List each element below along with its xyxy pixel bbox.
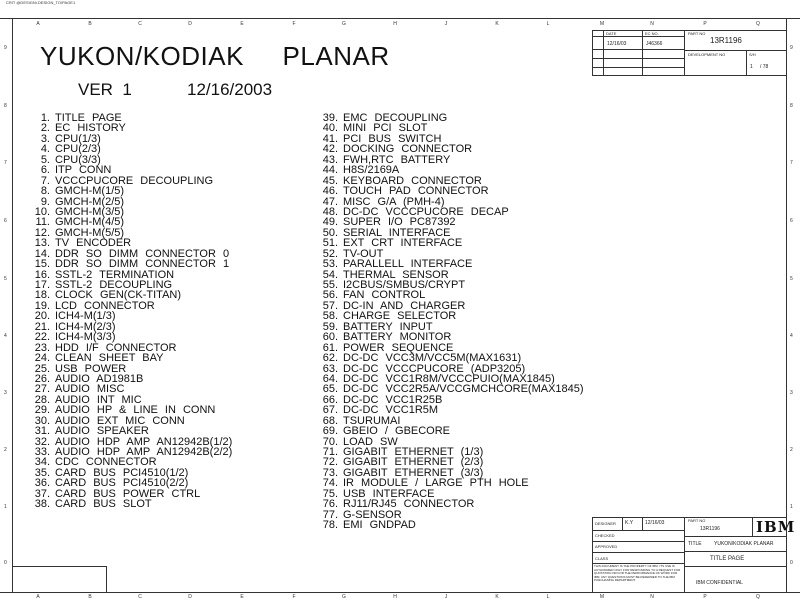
- ibm-logo: IBM: [756, 518, 796, 536]
- drawing-title: YUKON/KODIAK PLANAR: [40, 41, 390, 71]
- designer-initials: K.Y: [625, 520, 634, 526]
- toc-entry-number: 69.: [322, 425, 338, 438]
- toc-entry-title: AUDIO INT MIC: [55, 393, 142, 406]
- toc-entry: [22, 311, 232, 321]
- column-marker: L: [546, 594, 550, 600]
- ec-number: J46366: [646, 41, 663, 47]
- column-marker: P: [703, 594, 707, 600]
- column-marker: M: [599, 594, 605, 600]
- toc-entry-number: 66.: [322, 393, 338, 406]
- toc-entry-number: 45.: [322, 174, 338, 187]
- ownership-notice: THIS DOCUMENT IS THE PROPERTY OF IBM. ITS USE IS AUTHORIZED ONLY FOR RESPONDING TO A REQUEST FOR QUOTATION OR FOR THE PERFORMANCE OF WORK FOR IBM. ANY QUESTIONS MUST BE REFERRED TO THE IBM PURCHASING DEPARTMENT.: [594, 564, 681, 583]
- toc-entry-title: POWER SEQUENCE: [343, 341, 454, 354]
- column-marker: P: [703, 21, 707, 27]
- toc-entry-number: 4.: [40, 143, 50, 156]
- row-marker: 9: [790, 45, 793, 51]
- row-marker: 7: [790, 160, 793, 166]
- toc-entry-title: AUDIO SPEAKER: [55, 425, 149, 438]
- toc-entry-title: CARD BUS POWER CTRL: [55, 487, 201, 500]
- toc-entry-number: 72.: [322, 456, 338, 469]
- toc-entry-number: 15.: [34, 258, 50, 271]
- toc-entry-title: EMC DECOUPLING: [343, 112, 448, 124]
- toc-entry-number: 68.: [322, 414, 338, 427]
- toc-entry-number: 18.: [34, 289, 50, 302]
- toc-entry-number: 33.: [34, 446, 50, 458]
- title-block-title: YUKON/KODIAK PLANAR: [714, 541, 774, 547]
- revision-date: 12/16/03: [607, 41, 627, 47]
- toc-entry-title: LOAD SW: [343, 435, 398, 448]
- toc-entry-title: CHARGE SELECTOR: [343, 310, 457, 323]
- toc-entry-title: EC HISTORY: [55, 122, 126, 135]
- toc-entry-number: 61.: [322, 341, 338, 354]
- column-marker: G: [342, 594, 346, 600]
- toc-entry-number: 22.: [34, 331, 50, 344]
- toc-entry-title: DDR SO DIMM CONNECTOR 0: [55, 247, 230, 260]
- row-marker: 1: [790, 504, 793, 510]
- column-marker: E: [240, 594, 244, 600]
- toc-entry-title: CDC CONNECTOR: [55, 456, 157, 469]
- toc-entry-number: 64.: [322, 372, 338, 385]
- toc-left: [22, 113, 232, 510]
- toc-entry-title: GIGABIT ETHERNET (2/3): [343, 456, 484, 469]
- toc-entry-title: ICH4-M(2/3): [55, 320, 116, 333]
- toc-entry-title: HDD I/F CONNECTOR: [55, 341, 177, 354]
- toc-entry-number: 34.: [34, 456, 50, 469]
- toc-entry-title: KEYBOARD CONNECTOR: [343, 174, 482, 187]
- column-marker: M: [599, 21, 605, 27]
- toc-entry-number: 13.: [34, 237, 50, 250]
- toc-entry-title: IR MODULE / LARGE PTH HOLE: [343, 477, 529, 490]
- toc-entry: [22, 499, 232, 509]
- toc-entry-title: G-SENSOR: [343, 508, 402, 521]
- toc-entry-title: SSTL-2 DECOUPLING: [55, 279, 173, 291]
- toc-entry-number: 20.: [34, 310, 50, 323]
- column-marker: D: [188, 594, 192, 600]
- column-marker: C: [138, 21, 142, 27]
- toc-entry: [22, 197, 232, 207]
- toc-entry-number: 73.: [322, 466, 338, 479]
- row-marker: 8: [4, 103, 7, 109]
- toc-entry-title: TV ENCODER: [55, 237, 132, 250]
- header-strip: CRIT @DESIGN\.DESIGN_TO\PAGE1: [6, 0, 76, 5]
- row-marker: 2: [790, 447, 793, 453]
- toc-entry-number: 7.: [40, 174, 50, 187]
- toc-entry-number: 3.: [40, 132, 50, 145]
- row-marker: 5: [4, 276, 7, 282]
- toc-entry-number: 39.: [322, 112, 338, 124]
- column-marker: G: [342, 21, 346, 27]
- toc-entry-number: 8.: [40, 185, 50, 198]
- toc-entry: [310, 520, 584, 530]
- toc-entry-title: DDR SO DIMM CONNECTOR 1: [55, 258, 230, 271]
- column-marker: Q: [756, 594, 760, 600]
- toc-entry-title: GMCH-M(1/5): [55, 185, 125, 198]
- toc-entry-number: 11.: [35, 216, 50, 229]
- toc-entry-title: AUDIO AD1981B: [55, 372, 144, 385]
- column-marker: A: [36, 594, 40, 600]
- toc-entry-number: 23.: [34, 341, 50, 354]
- row-marker: 9: [4, 45, 7, 51]
- toc-entry-title: EXT CRT INTERFACE: [343, 237, 463, 250]
- toc-entry-title: USB POWER: [55, 362, 127, 375]
- toc-entry-title: DC-DC VCC1R5M: [343, 404, 439, 417]
- row-marker: 2: [4, 447, 7, 453]
- toc-entry-number: 28.: [34, 393, 50, 406]
- toc-entry: [22, 353, 232, 363]
- toc-entry-number: 35.: [34, 466, 50, 479]
- column-marker: H: [393, 594, 397, 600]
- toc-entry-title: I2CBUS/SMBUS/CRYPT: [343, 279, 466, 291]
- column-marker: A: [36, 21, 40, 27]
- toc-entry-number: 57.: [322, 299, 338, 312]
- column-marker: L: [546, 21, 550, 27]
- toc-entry-number: 78.: [322, 519, 338, 532]
- toc-entry-title: CLOCK GEN(CK-TITAN): [55, 289, 182, 302]
- toc-entry-number: 38.: [34, 498, 50, 511]
- toc-entry-title: THERMAL SENSOR: [343, 268, 449, 281]
- toc-entry-number: 6.: [40, 164, 50, 177]
- toc-entry: [22, 186, 232, 196]
- row-marker: 1: [4, 504, 7, 510]
- column-marker: H: [393, 21, 397, 27]
- toc-entry-number: 77.: [322, 508, 338, 521]
- toc-entry-title: VCCCPUCORE DECOUPLING: [55, 174, 214, 187]
- row-marker: 4: [790, 333, 793, 339]
- toc-entry-title: DOCKING CONNECTOR: [343, 143, 473, 156]
- toc-entry-title: ICH4-M(3/3): [55, 331, 116, 344]
- toc-entry-number: 31.: [34, 425, 50, 438]
- toc-entry-number: 26.: [34, 372, 50, 385]
- row-marker: 6: [790, 218, 793, 224]
- toc-entry-title: ITP CONN: [55, 164, 112, 177]
- toc-entry-number: 30.: [34, 414, 50, 427]
- column-marker: J: [444, 594, 448, 600]
- toc-entry-title: DC-DC VCC2R5A/VCCGMCHCORE(MAX1845): [343, 383, 584, 396]
- toc-entry: [22, 374, 232, 384]
- toc-entry-number: 12.: [34, 226, 50, 239]
- toc-entry-title: CLEAN SHEET BAY: [55, 352, 164, 365]
- row-marker: 0: [790, 560, 793, 566]
- column-marker: E: [240, 21, 244, 27]
- row-marker: 4: [4, 333, 7, 339]
- toc-entry-number: 62.: [322, 352, 338, 365]
- column-marker: B: [88, 594, 92, 600]
- toc-entry-title: TOUCH PAD CONNECTOR: [343, 185, 489, 198]
- toc-entry-number: 43.: [322, 153, 338, 166]
- toc-entry-title: TSURUMAI: [343, 414, 401, 427]
- toc-entry: [22, 144, 232, 154]
- toc-entry-title: AUDIO MISC: [55, 383, 125, 396]
- toc-entry-number: 9.: [40, 195, 50, 208]
- toc-entry-title: RJ11/RJ45 CONNECTOR: [343, 498, 475, 511]
- toc-entry: [22, 123, 232, 133]
- column-marker: Q: [756, 21, 760, 27]
- toc-entry-title: AUDIO EXT MIC CONN: [55, 414, 185, 427]
- toc-entry: [22, 301, 232, 311]
- toc-entry-number: 75.: [322, 487, 338, 500]
- confidential-label: IBM CONFIDENTIAL: [696, 580, 743, 586]
- toc-entry-number: 48.: [322, 205, 338, 218]
- toc-entry-number: 50.: [322, 226, 338, 239]
- toc-entry-number: 44.: [322, 164, 338, 177]
- toc-entry-title: PCI BUS SWITCH: [343, 132, 442, 145]
- toc-entry-title: GMCH-M(3/5): [55, 205, 125, 218]
- toc-entry-number: 17.: [34, 279, 50, 291]
- row-marker: 0: [4, 560, 7, 566]
- row-marker: 7: [4, 160, 7, 166]
- toc-entry-title: CARD BUS SLOT: [55, 498, 152, 511]
- toc-entry-title: H8S/2169A: [343, 164, 400, 177]
- toc-entry-number: 2.: [40, 122, 50, 135]
- toc-entry-title: FWH,RTC BATTERY: [343, 153, 451, 166]
- toc-entry-number: 53.: [322, 258, 338, 271]
- toc-entry: [22, 207, 232, 217]
- column-marker: B: [88, 21, 92, 27]
- column-marker: K: [495, 594, 499, 600]
- toc-entry-number: 14.: [34, 247, 50, 260]
- row-marker: 3: [4, 390, 7, 396]
- toc-entry-title: GMCH-M(4/5): [55, 216, 125, 229]
- row-marker: 5: [790, 276, 793, 282]
- column-marker: F: [292, 594, 296, 600]
- toc-entry-title: EMI GNDPAD: [343, 519, 416, 532]
- column-marker: D: [188, 21, 192, 27]
- toc-entry-title: DC-DC VCC1R8M/VCCCPUIO(MAX1845): [343, 372, 555, 385]
- toc-entry-title: MISC G/A (PMH-4): [343, 195, 445, 208]
- toc-entry-title: CARD BUS PCI4510(2/2): [55, 477, 189, 490]
- version-label: VER 1: [78, 80, 132, 99]
- toc-entry-number: 56.: [322, 289, 338, 302]
- toc-entry-title: DC-DC VCCCPUCORE (ADP3205): [343, 362, 526, 375]
- toc-entry-number: 10.: [34, 205, 50, 218]
- toc-entry-number: 36.: [34, 477, 50, 490]
- toc-entry-title: DC-DC VCCCPUCORE DECAP: [343, 205, 509, 218]
- toc-entry-title: DC-IN AND CHARGER: [343, 299, 466, 312]
- toc-entry-title: GIGABIT ETHERNET (1/3): [343, 446, 484, 458]
- toc-entry-number: 63.: [322, 362, 338, 375]
- toc-entry-number: 32.: [34, 435, 50, 448]
- toc-entry: [22, 322, 232, 332]
- toc-entry-number: 29.: [34, 404, 50, 417]
- column-marker: C: [138, 594, 142, 600]
- toc-entry-number: 65.: [322, 383, 338, 396]
- column-marker: N: [650, 594, 654, 600]
- toc-entry-number: 55.: [322, 279, 338, 291]
- toc-entry-title: TV-OUT: [343, 247, 384, 260]
- column-marker: F: [292, 21, 296, 27]
- toc-entry-number: 71.: [322, 446, 338, 458]
- sheet-total: / 78: [760, 64, 769, 70]
- toc-entry-title: GIGABIT ETHERNET (3/3): [343, 466, 484, 479]
- toc-entry-title: DC-DC VCC1R25B: [343, 393, 443, 406]
- toc-entry: [22, 155, 232, 165]
- toc-right: [310, 113, 584, 531]
- toc-entry-title: SUPER I/O PC87392: [343, 216, 456, 229]
- designer-date: 12/16/03: [645, 520, 665, 526]
- toc-entry-number: 47.: [322, 195, 338, 208]
- toc-entry-number: 1.: [40, 112, 50, 124]
- toc-entry-number: 27.: [34, 383, 50, 396]
- toc-entry-number: 58.: [322, 310, 338, 323]
- toc-entry-number: 25.: [34, 362, 50, 375]
- row-marker: 6: [4, 218, 7, 224]
- toc-entry-number: 52.: [322, 247, 338, 260]
- toc-entry-number: 21.: [34, 320, 50, 333]
- column-marker: N: [650, 21, 654, 27]
- toc-entry-title: BATTERY INPUT: [343, 320, 433, 333]
- toc-entry-number: 49.: [322, 216, 338, 229]
- toc-entry-title: ICH4-M(1/3): [55, 310, 116, 323]
- toc-entry-title: TITLE PAGE: [55, 112, 122, 124]
- column-marker: K: [495, 21, 499, 27]
- toc-entry-title: MINI PCI SLOT: [343, 122, 428, 135]
- toc-entry-number: 37.: [34, 487, 50, 500]
- toc-entry-number: 60.: [322, 331, 338, 344]
- toc-entry-number: 5.: [40, 153, 50, 166]
- toc-entry-number: 16.: [34, 268, 50, 281]
- toc-entry-title: AUDIO HDP AMP AN12942B(1/2): [55, 435, 233, 448]
- toc-entry-number: 46.: [322, 185, 338, 198]
- toc-entry-number: 41.: [322, 132, 338, 145]
- toc-entry-title: BATTERY MONITOR: [343, 331, 452, 344]
- toc-entry-title: GMCH-M(2/5): [55, 195, 125, 208]
- toc-entry-title: SERIAL INTERFACE: [343, 226, 451, 239]
- row-marker: 8: [790, 103, 793, 109]
- toc-entry-number: 67.: [322, 404, 338, 417]
- toc-entry-title: GBEIO / GBECORE: [343, 425, 451, 438]
- toc-entry-number: 19.: [34, 299, 50, 312]
- toc-entry-number: 59.: [322, 320, 338, 333]
- toc-entry-title: DC-DC VCC3M/VCC5M(MAX1631): [343, 352, 522, 365]
- toc-entry-title: GMCH-M(5/5): [55, 226, 125, 239]
- toc-entry-number: 40.: [322, 122, 338, 135]
- page-title: TITLE PAGE: [710, 556, 745, 562]
- column-marker: J: [444, 21, 448, 27]
- toc-entry-title: USB INTERFACE: [343, 487, 435, 500]
- version-date: 12/16/2003: [187, 80, 273, 99]
- part-number-bottom: 13R1196: [700, 526, 720, 532]
- toc-entry-number: 51.: [322, 237, 338, 250]
- toc-entry-number: 70.: [322, 435, 338, 448]
- row-marker: 3: [790, 390, 793, 396]
- sheet-number: 1: [750, 64, 753, 70]
- toc-entry-title: AUDIO HDP AMP AN12942B(2/2): [55, 446, 233, 458]
- toc-entry-title: CPU(1/3): [55, 132, 101, 145]
- toc-entry: [22, 176, 232, 186]
- toc-entry-number: 24.: [34, 352, 50, 365]
- toc-entry: [22, 217, 232, 227]
- toc-entry-title: AUDIO HP & LINE IN CONN: [55, 404, 216, 417]
- part-number-top: 13R1196: [710, 36, 742, 45]
- toc-entry-title: CPU(2/3): [55, 143, 101, 156]
- toc-entry-number: 74.: [322, 477, 338, 490]
- toc-entry: [22, 134, 232, 144]
- toc-entry: [22, 113, 232, 123]
- toc-entry-number: 54.: [322, 268, 338, 281]
- toc-entry-title: SSTL-2 TERMINATION: [55, 268, 175, 281]
- toc-entry-title: CARD BUS PCI4510(1/2): [55, 466, 189, 479]
- toc-entry-title: CPU(3/3): [55, 153, 101, 166]
- toc-entry-title: PARALLELL INTERFACE: [343, 258, 473, 271]
- toc-entry-number: 76.: [322, 498, 338, 511]
- toc-entry-title: LCD CONNECTOR: [55, 299, 155, 312]
- toc-entry-number: 42.: [322, 143, 338, 156]
- toc-entry-title: FAN CONTROL: [343, 289, 426, 302]
